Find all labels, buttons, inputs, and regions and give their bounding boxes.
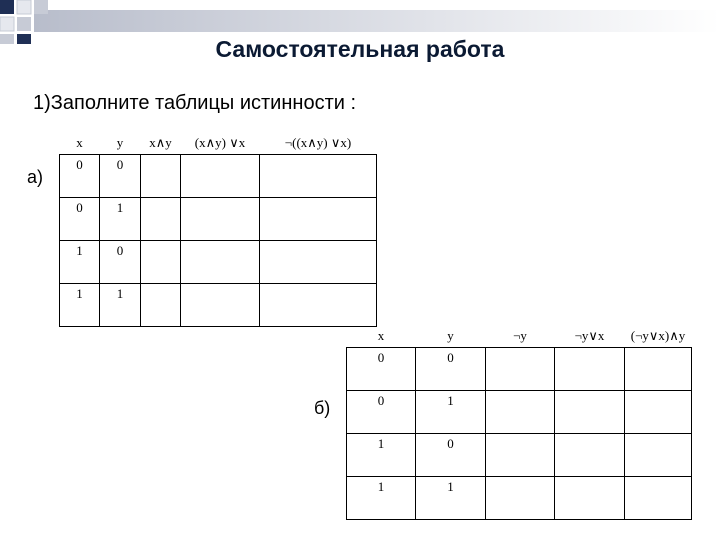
answer-cell[interactable] xyxy=(486,391,555,434)
table-row xyxy=(60,241,377,284)
answer-cell[interactable] xyxy=(260,198,377,241)
answer-cell[interactable] xyxy=(625,391,692,434)
table-row xyxy=(347,434,692,477)
answer-cell[interactable] xyxy=(141,241,181,284)
part-a-label: а) xyxy=(27,167,44,187)
table-header: y xyxy=(447,328,454,343)
table-cell: 1 xyxy=(100,284,141,327)
table-header-row xyxy=(347,325,692,348)
answer-cell[interactable] xyxy=(260,284,377,327)
table-header: x xyxy=(76,135,83,150)
table-cell: 1 xyxy=(100,198,141,241)
table-row xyxy=(347,477,692,520)
table-header: y xyxy=(116,135,124,150)
truth-table-b xyxy=(346,325,692,520)
table-header: ¬y∨x xyxy=(574,328,605,343)
table-header: (x∧y) ∨x xyxy=(194,135,246,150)
answer-cell[interactable] xyxy=(141,155,181,198)
table-row xyxy=(347,391,692,434)
page-title: Самостоятельная работа xyxy=(215,36,505,62)
answer-cell[interactable] xyxy=(486,434,555,477)
part-b-label: б) xyxy=(314,398,331,418)
table-cell: 1 xyxy=(347,434,416,477)
answer-cell[interactable] xyxy=(555,477,625,520)
table-header: ¬((x∧y) ∨x) xyxy=(284,135,352,150)
table-cell: 1 xyxy=(416,477,486,520)
answer-cell[interactable] xyxy=(260,155,377,198)
answer-cell[interactable] xyxy=(181,284,260,327)
answer-cell[interactable] xyxy=(486,348,555,391)
answer-cell[interactable] xyxy=(555,348,625,391)
table-header: ¬y xyxy=(513,328,527,343)
task-instruction: 1)Заполните таблицы истинности : xyxy=(33,92,357,114)
answer-cell[interactable] xyxy=(486,477,555,520)
table-cell: 0 xyxy=(60,155,100,198)
answer-cell[interactable] xyxy=(141,284,181,327)
answer-cell[interactable] xyxy=(260,241,377,284)
answer-cell[interactable] xyxy=(181,155,260,198)
table-cell: 0 xyxy=(416,434,486,477)
table-header: x xyxy=(377,328,385,343)
answer-cell[interactable] xyxy=(555,434,625,477)
table-cell: 1 xyxy=(60,284,100,327)
answer-cell[interactable] xyxy=(625,434,692,477)
table-row xyxy=(60,155,377,198)
answer-cell[interactable] xyxy=(141,198,181,241)
table-cell: 0 xyxy=(60,198,100,241)
table-header: x∧y xyxy=(149,135,172,150)
table-cell: 0 xyxy=(416,348,486,391)
table-cell: 0 xyxy=(100,155,141,198)
table-cell: 1 xyxy=(60,241,100,284)
answer-cell[interactable] xyxy=(181,198,260,241)
table-row xyxy=(60,284,377,327)
table-cell: 0 xyxy=(100,241,141,284)
answer-cell[interactable] xyxy=(181,241,260,284)
table-cell: 1 xyxy=(416,391,486,434)
table-row xyxy=(60,198,377,241)
table-row xyxy=(347,348,692,391)
table-cell: 1 xyxy=(347,477,416,520)
answer-cell[interactable] xyxy=(555,391,625,434)
table-header-row xyxy=(60,132,377,155)
answer-cell[interactable] xyxy=(625,477,692,520)
truth-table-a xyxy=(59,132,377,327)
table-header: (¬y∨x)∧y xyxy=(630,328,686,343)
answer-cell[interactable] xyxy=(625,348,692,391)
table-cell: 0 xyxy=(347,348,416,391)
table-cell: 0 xyxy=(347,391,416,434)
